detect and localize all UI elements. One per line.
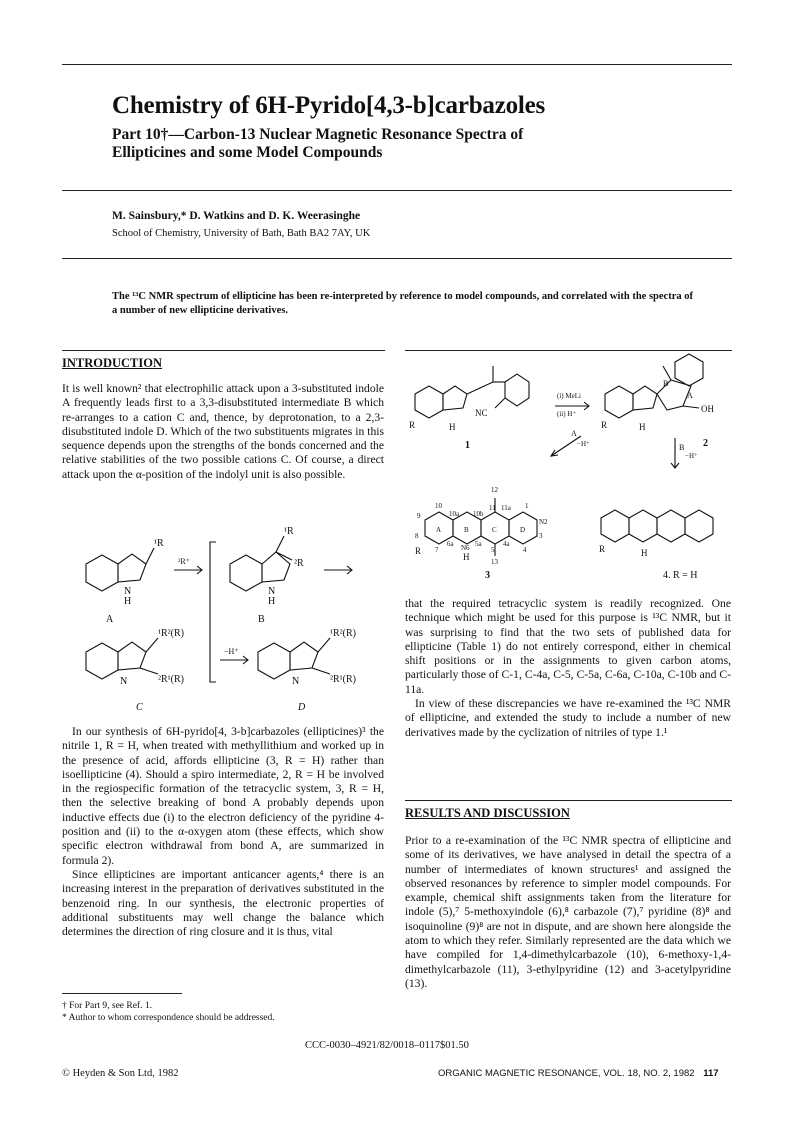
c2-r: R	[601, 420, 608, 430]
right-paragraph-1: that the required tetracyclic system is readily recognized. One technique which might be used for this purpose is ¹³C NMR, but it was surprising to find that the two sets of published data for ellipticine (Table 1) do not entirely correspond, either in chemical shift positions or in the assignments to given carbon atoms, particularly those of C-1, C-4a, C-5, C-5a, C-6a, C-10a, C-10b and C-11a.	[405, 597, 731, 696]
c2-bond-b: B	[663, 379, 669, 388]
locant-3: 3	[539, 532, 543, 540]
d-r2r1-label: ²R¹(R)	[330, 674, 356, 685]
c2-bond-a: A	[687, 391, 693, 400]
d-r1r2-label: ¹R²(R)	[330, 628, 356, 639]
journal-info	[438, 1068, 719, 1079]
arrow-a-minus-h: −H⁺	[577, 440, 590, 448]
reagent-1: (i) MeLi	[557, 392, 581, 400]
right-text-bottom	[405, 834, 731, 991]
page-number: 117	[703, 1068, 719, 1079]
d-n-label: N	[292, 676, 300, 687]
locant-8: 8	[415, 532, 419, 540]
results-heading: RESULTS AND DISCUSSION	[405, 806, 570, 820]
article-subtitle	[112, 126, 672, 162]
c1-nc: NC	[475, 408, 488, 418]
cation-c-benzene	[86, 643, 118, 679]
top-rule	[62, 64, 732, 65]
rearrangement-scheme	[62, 522, 387, 717]
a-r1-label: ¹R	[154, 538, 164, 549]
locant-13: 13	[491, 558, 498, 566]
affiliation-rule	[62, 258, 732, 259]
ccc-code: CCC-0030–4921/82/0018–0117$01.50	[305, 1040, 469, 1051]
locant-6a: 6a	[447, 540, 454, 548]
c-r1r2-label: ¹R²(R)	[158, 628, 184, 639]
locant-4a: 4a	[503, 540, 510, 548]
right-paragraph-3: Prior to a re-examination of the ¹³C NMR spectra of ellipticine and some of its derivatives, we have analysed in detail the spectra of a number of intermediates of known structures¹ and assigned the observed resonances by reference to simpler model compounds. For example, chemical shift assignments taken from the literature for indole (5),⁷ 5-methoxyindole (6),⁸ carbazole (7),⁷ pyridine (8)⁸ and isoquinoline (9)⁸ are not in dispute, and are shown here alongside the atom to which they refer. Similarly represented are the data which we have compiled for 1,4-dimethylcarbazole (10), 6-methoxy-1,4-dimethylcarbazole (11), 3-ethylpyridine (12) and 3-acetylpyridine (13).	[405, 834, 731, 990]
c4-h: H	[641, 548, 648, 558]
locant-5: 5	[491, 546, 495, 554]
locant-9: 9	[417, 512, 421, 520]
c2-oh: OH	[701, 404, 714, 414]
ring-b: B	[464, 526, 469, 534]
intro-rule	[62, 350, 385, 351]
locant-12: 12	[491, 486, 498, 494]
r2plus-label: ²R⁺	[178, 557, 190, 566]
locant-7: 7	[435, 546, 439, 554]
locant-1: 1	[525, 502, 529, 510]
abstract: The ¹³C NMR spectrum of ellipticine has been re-interpreted by reference to model compounds, and correlated with the spectra of a number of new ellipticine derivatives.	[112, 291, 693, 316]
subtitle-line-1: Part 10†—Carbon-13 Nuclear Magnetic Resonance Spectra of	[112, 126, 524, 143]
locant-n6: N6	[461, 544, 470, 552]
affiliation: School of Chemistry, University of Bath, Bath BA2 7AY, UK	[112, 228, 371, 239]
footnote-2: * Author to whom correspondence should be addressed.	[62, 1013, 275, 1023]
b-r1-label: ¹R	[284, 526, 294, 537]
c1-r: R	[409, 420, 416, 430]
footnote-rule	[62, 993, 182, 994]
label-b: B	[258, 614, 265, 625]
compound-1-label: 1	[465, 440, 470, 451]
subtitle-line-2: Ellipticines and some Model Compounds	[112, 144, 383, 161]
intro-text-bottom	[62, 725, 384, 939]
c-r2r1-label: ²R¹(R)	[158, 674, 184, 685]
locant-11a: 11a	[501, 504, 511, 512]
cation-c-pyrrole	[118, 642, 146, 670]
c4-r: R	[599, 544, 606, 554]
label-d: D	[298, 702, 306, 713]
right-text-top	[405, 597, 731, 740]
results-rule	[405, 800, 732, 801]
indolenine-b-benzene	[230, 555, 262, 591]
article-title: Chemistry of 6H-Pyrido[4,3-b]carbazoles	[112, 92, 546, 119]
ellipticine-scheme	[405, 352, 735, 592]
right-column-rule	[405, 350, 732, 351]
ring-d: D	[520, 526, 526, 534]
compound-3-label: 3	[485, 570, 490, 581]
locant-5a: 5a	[475, 540, 482, 548]
journal-name: ORGANIC MAGNETIC RESONANCE, VOL. 18, NO. 2, 1982	[438, 1068, 695, 1079]
compound-2-label: 2	[703, 438, 708, 449]
footnotes	[62, 1000, 382, 1024]
locant-11: 11	[489, 504, 496, 512]
arrow-a-label: A	[571, 429, 577, 438]
title-rule	[62, 190, 732, 191]
right-paragraph-2: In view of these discrepancies we have re-examined the ¹³C NMR of ellipticine, and extended the study to include a number of new derivatives made by the cyclization of nitriles of type 1.¹	[405, 697, 731, 739]
b-h-label: H	[268, 596, 276, 607]
minus-h-label: −H⁺	[224, 647, 239, 656]
arrow-b-label: B	[679, 443, 685, 452]
ring-a: A	[436, 526, 442, 534]
locant-n2: N2	[539, 518, 548, 526]
arrow-b-minus-h: −H⁺	[685, 452, 698, 460]
indole-d-pyrrole	[290, 642, 318, 670]
c3-r: R	[415, 546, 422, 556]
intro-paragraph-3: Since ellipticines are important anticancer agents,⁴ there is an increasing interest in the preparation of derivatives substituted in the benzenoid ring. In our synthesis, the electronic properties of additional substituents may well change the balance which determines the direction of ring closure and it is thus, vital	[62, 867, 384, 939]
b-n-label: N	[268, 586, 276, 597]
c-nh-label: N	[120, 676, 128, 687]
a-n-label: N	[124, 586, 132, 597]
intro-text-top	[62, 382, 384, 482]
b-r2-label: ²R	[294, 558, 304, 569]
locant-10b: 10b	[473, 510, 484, 518]
locant-10a: 10a	[449, 510, 460, 518]
indole-d-benzene	[258, 643, 290, 679]
intro-heading: INTRODUCTION	[62, 356, 163, 370]
indole-a-pyrrole	[118, 554, 146, 582]
c3-h: H	[463, 552, 470, 562]
label-a: A	[106, 614, 114, 625]
compound-4-label: 4. R = H	[663, 570, 698, 581]
reagent-2: (ii) H⁺	[557, 410, 577, 418]
label-c: C	[136, 702, 143, 713]
copyright: © Heyden & Son Ltd, 1982	[62, 1068, 179, 1079]
c2-h: H	[639, 422, 646, 432]
locant-4: 4	[523, 546, 527, 554]
indole-a-benzene	[86, 555, 118, 591]
locant-10: 10	[435, 502, 442, 510]
c1-h: H	[449, 422, 456, 432]
intro-paragraph-2: In our synthesis of 6H-pyrido[4, 3-b]carbazoles (ellipticines)³ the nitrile 1, R = H, when treated with methyllithium and worked up in the presence of acid, affords ellipticine (3, R = H) rather than isoellipticine (4). Should a spiro intermediate, 2, R = H be involved in the regiospecific formation of the tetracyclic system, 3, R = H, then the selective breaking of bond A probably depends upon inductive effects due (i) to the electron deficiency of the pyridine 4-position and (ii) to the α-oxygen atom (these effects, which show specific electron withdrawal from bond A, are summarized in formula 2).	[62, 725, 384, 867]
authors: M. Sainsbury,* D. Watkins and D. K. Weerasinghe	[112, 210, 361, 222]
intro-paragraph-1: It is well known² that electrophilic attack upon a 3-substituted indole A frequently leads first to a 3,3-disubstituted intermediate B which re-arranges to a cation C and, thence, by deprotonation, to a 2,3-disubstituted indole D. Which of the two substituents migrates in this sequence depends upon the strengths of the bonds concerned and the relative stabilities of the two possible cations C. Of course, a direct attack upon the α-position of the indolyl unit is also possible.	[62, 382, 384, 481]
ring-c: C	[492, 526, 497, 534]
footnote-1: † For Part 9, see Ref. 1.	[62, 1001, 152, 1011]
a-h-label: H	[124, 596, 132, 607]
